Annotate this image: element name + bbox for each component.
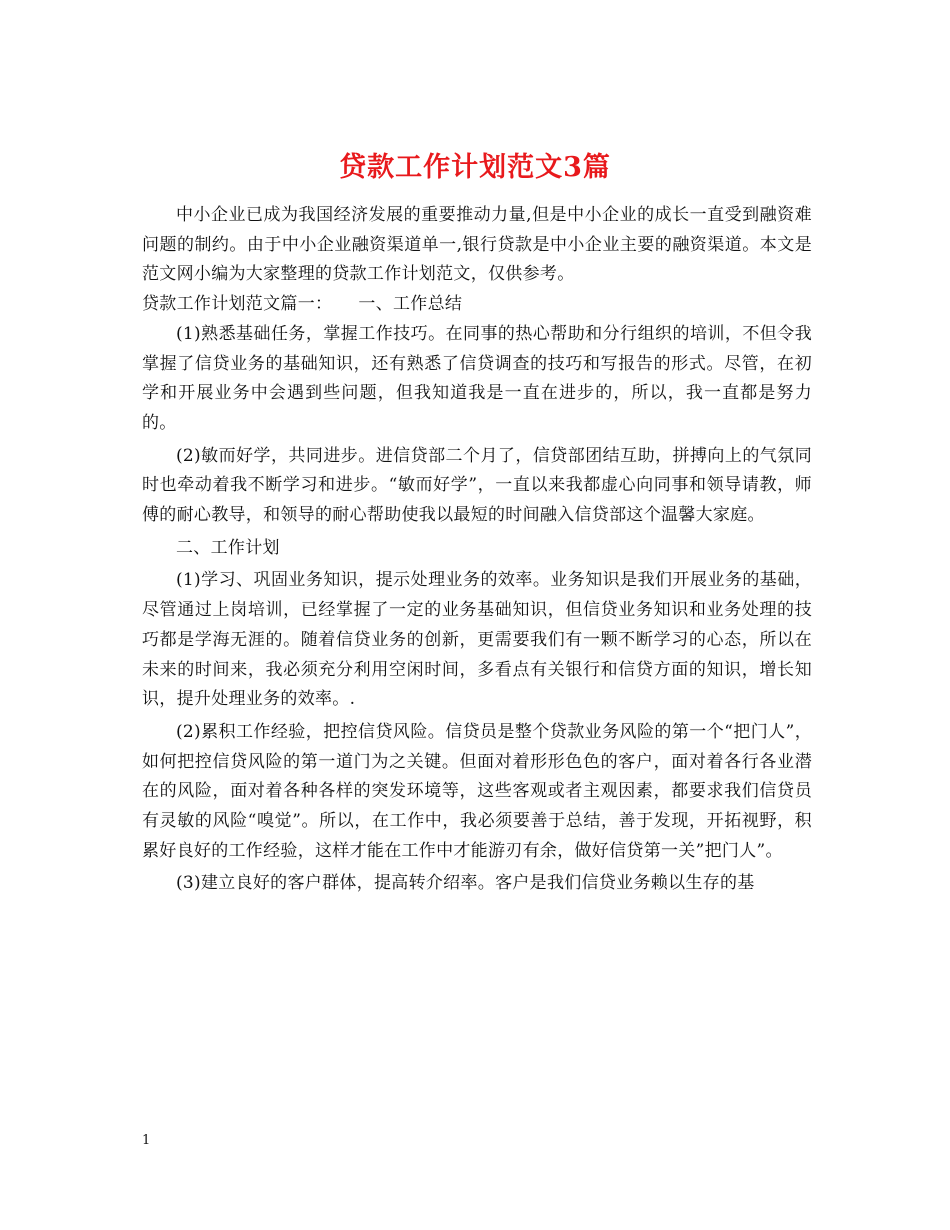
paragraph-plan-1: (1)学习、巩固业务知识，提示处理业务的效率。业务知识是我们开展业务的基础，尽管通过上岗培训，已经掌握了一定的业务基础知识，但信贷业务知识和业务处理的技巧都是学海无涯的。随着信贷业务的创新，更需要我们有一颗不断学习的心态，所以在未来的时间来，我必须充分利用空闲时间，多看点有关银行和信贷方面的知识，增长知识，提升处理业务的效率。. — [142, 570, 812, 710]
document-body — [142, 201, 812, 899]
section-heading-plan: 二、工作计划 — [176, 537, 280, 558]
paragraph-plan-2: (2)累积工作经验，把控信贷风险。信贷员是整个贷款业务风险的第一个“把门人”，如何把控信贷风险的第一道门为之关键。但面对着形形色色的客户，面对着各行各业潜在的风险，面对着各种各样的突发环境等，这些客观或者主观因素，都要求我们信贷员有灵敏的风险“嗅觉”。所以，在工作中，我必须要善于总结，善于发现，开拓视野，积累好良好的工作经验，这样才能在工作中才能游刃有余，做好信贷第一关”把门人”。 — [142, 721, 812, 861]
article-heading: 贷款工作计划范文篇一： 一、工作总结 — [142, 294, 463, 315]
paragraph-intro: 中小企业已成为我国经济发展的重要推动力量,但是中小企业的成长一直受到融资难问题的制约。由于中小企业融资渠道单一,银行贷款是中小企业主要的融资渠道。本文是范文网小编为大家整理的贷款工作计划范文，仅供参考。 — [142, 205, 812, 285]
paragraph-summary-1: (1)熟悉基础任务，掌握工作技巧。在同事的热心帮助和分行组织的培训，不但令我掌握了信贷业务的基础知识，还有熟悉了信贷调查的技巧和写报告的形式。尽管，在初学和开展业务中会遇到些问题，但我知道我是一直在进步的，所以，我一直都是努力的。 — [142, 323, 812, 433]
document-title: 贷款工作计划范文3篇 — [339, 152, 611, 184]
paragraph-summary-2: (2)敏而好学，共同进步。进信贷部二个月了，信贷部团结互助，拼搏向上的气氛同时也牵动着我不断学习和进步。“敏而好学”，一直以来我都虚心向同事和领导请教，师傅的耐心教导，和领导的耐心帮助使我以最短的时间融入信贷部这个温馨大家庭。 — [142, 445, 812, 526]
paragraph-plan-3: (3)建立良好的客户群体，提高转介绍率。客户是我们信贷业务赖以生存的基 — [176, 873, 755, 894]
page-number: 1 — [142, 1133, 151, 1148]
